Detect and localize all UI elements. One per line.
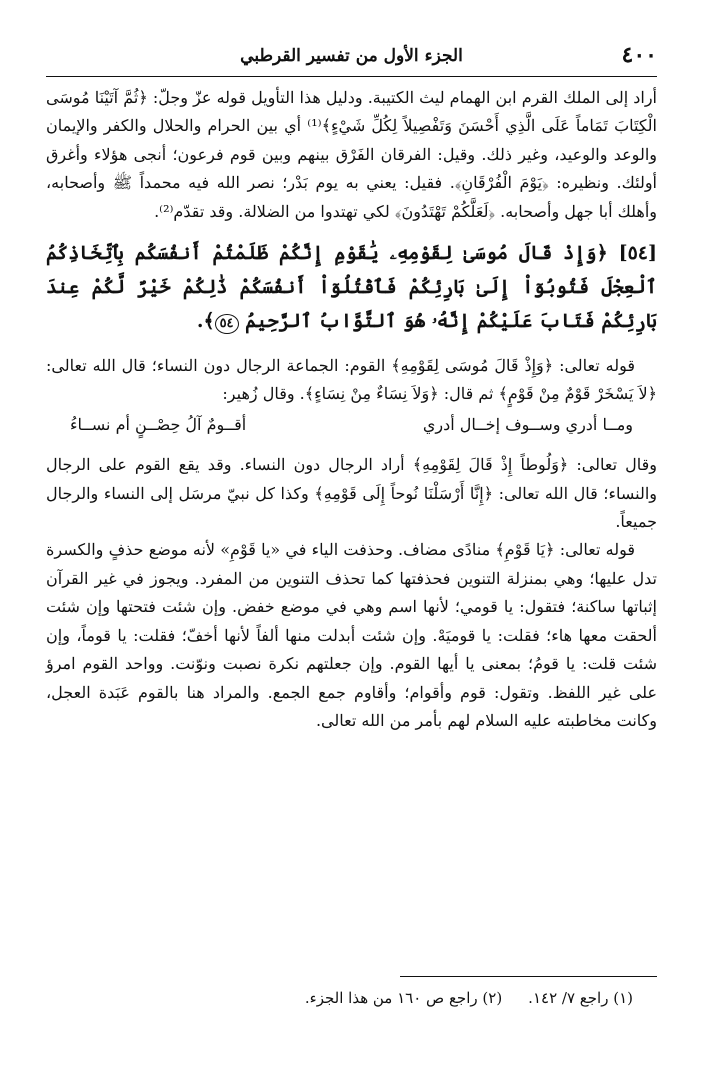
quran-verse <box>46 236 657 338</box>
poem-verse <box>46 411 657 439</box>
paragraph-ya-qawm: قوله تعالى: ﴿يَا قَوْمِ﴾ منادًى مضاف. وحذفت الياء في «يا قَوْمِ» لأنه موضع حذفٍ والكسرة تدل عليها؛ وهي بمنزلة التنوين فحذفتها كما تحذف التنوين من المفرد. ويجوز في غير القرآن إثباتها ساكنة؛ فتقول: يا قومي؛ لأنها اسم وهي في موضع خفض. وإن شئت فتحتها وإن شئت ألحقت معها هاء؛ فقلت: يا قوميَهْ. وإن شئت أبدلت منها ألفاً لأنها أخفّ؛ فقلت: يا قوماً، وإن شئت قلت: يا قومُ؛ بمعنى يا أيها القوم. وإن جعلتهم نكرة نصبت ونوّنت. وواحد القوم امرؤ على غير اللفظ. وتقول: قوم وأقوام؛ وأقاوم جمع الجمع. والمراد هنا بالقوم عَبَدة العجل، وكانت مخاطبته عليه السلام لهم بأمر من الله تعالى. <box>46 540 657 730</box>
footnote-2: (٢) راجع ص ١٦٠ من هذا الجزء. <box>304 989 503 1007</box>
paragraph-lut: وقال تعالى: ﴿وَلُوطاً إِذْ قَالَ لِقَوْمِهِ﴾ أراد الرجال دون النساء. وقد يقع القوم على الرجال والنساء؛ قال الله تعالى: ﴿إِنَّا أَرْسَلْنَا نُوحاً إِلَى قَوْمِهِ﴾ وكذا كل نبيّ مرسَل إلى النساء والرجال جميعاً. <box>46 455 657 532</box>
page-header <box>46 40 657 74</box>
ayah-end-marker: ٥٤ <box>215 314 239 334</box>
page-number: ٤٠٠ <box>621 42 657 68</box>
poem-hemistich-1: ومــا أدري وســوف إخــال أدري <box>422 414 633 434</box>
footnotes <box>46 986 657 1010</box>
footnote-rule <box>400 976 657 977</box>
paragraph-qawm-meaning: قوله تعالى: ﴿وَإِذْ قَالَ مُوسَى لِقَوْمِهِ﴾ القوم: الجماعة الرجال دون النساء؛ قال الله تعالى: ﴿لاَ يَسْخَرْ قَوْمٌ مِنْ قَوْمٍ﴾ ثم قال: ﴿وَلاَ نِسَاءٌ مِنْ نِسَاءٍ﴾. وقال زُهير: <box>46 356 657 404</box>
paragraph-commentary-intro: أراد إلى الملك القرم ابن الهمام ليث الكتيبة. ودليل هذا التأويل قوله عزّ وجلّ: ﴿ثُمَّ آتَيْنَا مُوسَى الْكِتَابَ تَمَاماً عَلَى الَّذِي أَحْسَنَ وَتَفْصِيلاً لِكُلِّ شَيْءٍ﴾⁽¹⁾ أي بين الحرام والحلال والكفر والإيمان والوعد والوعيد، وغير ذلك. وقيل: الفرقان الفَرْق بينهم وبين قوم فرعون؛ أنجى هؤلاء وأغرق أولئك. ونظيره: ﴿يَوْمَ الْفُرْقَانِ﴾. فقيل: يعني به يوم بَدْر؛ نصر الله فيه محمداً ﷺ وأصحابه، وأهلك أبا جهل وأصحابه. ﴿لَعَلَّكُمْ تَهْتَدُونَ﴾ لكي تهتدوا من الضلالة. وقد تقدّم⁽²⁾. <box>46 88 657 221</box>
poem-hemistich-2: أقــومٌ آلُ حِصْــنٍ أم نســاءُ <box>70 414 247 434</box>
verse-closing: ﴾. <box>196 310 215 333</box>
footnote-1: (١) راجع ٧/ ١٤٢. <box>528 989 633 1007</box>
verse-number: [٥٤] <box>618 242 657 265</box>
running-title: الجزء الأول من تفسير القرطبي <box>240 46 463 66</box>
header-rule <box>46 76 657 77</box>
page-body <box>46 84 657 735</box>
verse-text: ﴿وَإِذْ قَالَ مُوسَىٰ لِقَوْمِهِۦ يَٰقَوْمِ إِنَّكُمْ ظَلَمْتُمْ أَنفُسَكُم بِٱتِّخَاذِكُمُ ٱلْعِجْلَ فَتُوبُوٓاْ إِلَىٰ بَارِئِكُمْ فَٱقْتُلُوٓاْ أَنفُسَكُمْ ذَٰلِكُمْ خَيْرٌ لَّكُمْ عِندَ بَارِئِكُمْ فَتَابَ عَلَيْكُمْ إِنَّهُۥ هُوَ ٱلتَّوَّابُ ٱلرَّحِيمُ <box>46 242 657 333</box>
